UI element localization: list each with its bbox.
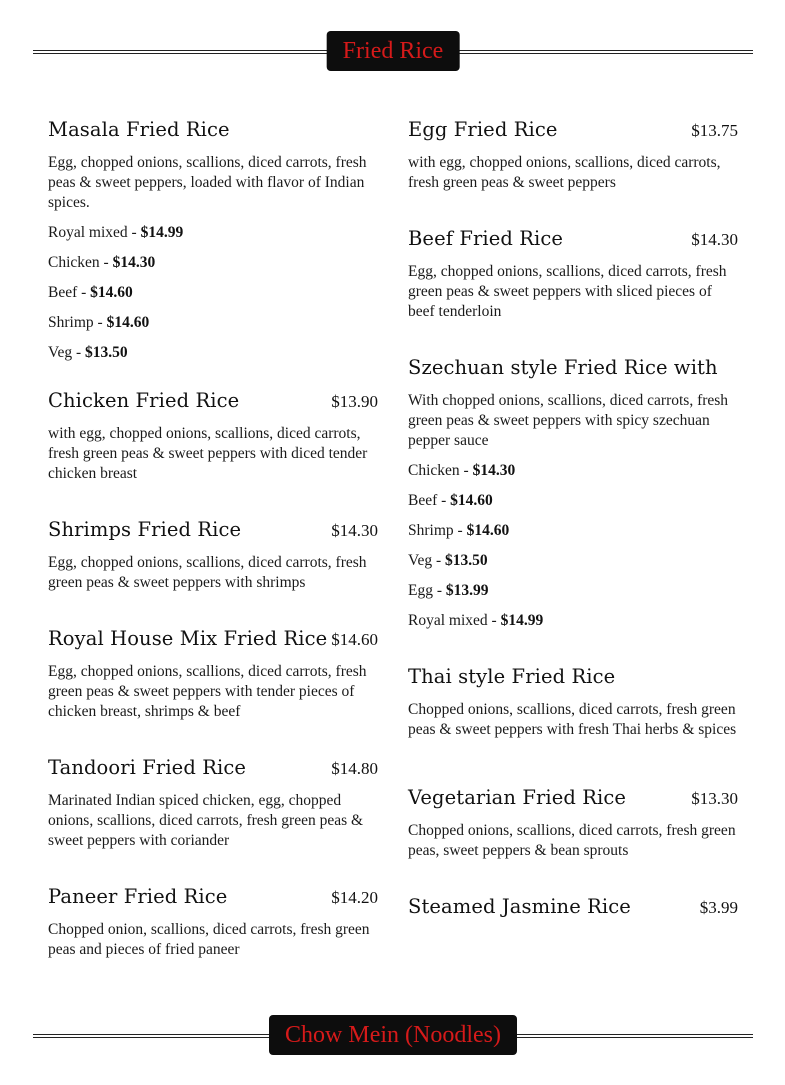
menu-item <box>408 118 738 193</box>
section-header-bottom <box>33 1015 753 1057</box>
menu-item-description: Egg, chopped onions, scallions, diced carrots, fresh green peas & sweet peppers with shrimps <box>48 554 367 591</box>
option-row <box>48 343 378 363</box>
option-label: Shrimp - <box>48 314 107 331</box>
menu-item-header <box>408 665 738 688</box>
option-price: $14.60 <box>450 492 493 509</box>
menu-item-description: with egg, chopped onions, scallions, diced carrots, fresh green peas & sweet peppers with diced tender chicken breast <box>48 425 368 482</box>
option-label: Veg - <box>408 552 446 569</box>
menu-item-price: $13.75 <box>691 121 738 140</box>
option-price: $13.50 <box>445 552 488 569</box>
menu-item <box>408 665 738 740</box>
menu-item-price: $14.80 <box>331 759 378 778</box>
menu-item-name: Egg Fried Rice <box>408 118 558 141</box>
menu-item-header <box>48 885 378 908</box>
menu-item-price: $13.30 <box>691 789 738 808</box>
option-row <box>48 313 378 333</box>
menu-item-price: $3.99 <box>699 898 738 917</box>
section-title-chow-mein: Chow Mein (Noodles) <box>269 1015 517 1055</box>
option-price: $14.99 <box>140 224 184 241</box>
menu-item <box>408 786 738 861</box>
menu-item-description: Egg, chopped onions, scallions, diced carrots, fresh green peas & sweet peppers with tender pieces of chicken breast, shrimps & beef <box>48 663 367 720</box>
menu-item-name: Masala Fried Rice <box>48 118 230 141</box>
menu-item-price: $14.30 <box>331 521 378 540</box>
menu-item-description: with egg, chopped onions, scallions, diced carrots, fresh green peas & sweet peppers <box>408 154 721 191</box>
option-label: Beef - <box>48 284 91 301</box>
menu-item-name: Paneer Fried Rice <box>48 885 228 908</box>
option-row <box>408 521 738 541</box>
menu-item <box>48 518 378 593</box>
option-label: Veg - <box>48 344 86 361</box>
menu-item <box>48 885 378 960</box>
option-price: $14.60 <box>90 284 133 301</box>
menu-item-name: Szechuan style Fried Rice with <box>408 356 718 379</box>
option-row <box>408 461 738 481</box>
option-row <box>408 551 738 571</box>
menu-item-header <box>408 895 738 918</box>
menu-item-price: $14.20 <box>331 888 378 907</box>
option-row <box>48 283 378 303</box>
menu-item-name: Chicken Fried Rice <box>48 389 240 412</box>
menu-item <box>48 756 378 851</box>
menu-item-description: Egg, chopped onions, scallions, diced carrots, fresh peas & sweet peppers, loaded with flavor of Indian spices. <box>48 154 367 211</box>
option-price: $14.30 <box>472 462 516 479</box>
menu-item-name: Steamed Jasmine Rice <box>408 895 631 918</box>
option-label: Shrimp - <box>408 522 467 539</box>
menu-item-header <box>408 356 738 379</box>
section-header-top <box>33 31 753 73</box>
menu-item-options <box>48 223 378 363</box>
menu-item <box>408 227 738 322</box>
option-price: $14.60 <box>106 314 150 331</box>
menu-column-right <box>408 118 738 918</box>
option-label: Royal mixed - <box>408 612 501 629</box>
option-label: Beef - <box>408 492 451 509</box>
menu-item-header <box>408 786 738 809</box>
menu-item-header <box>48 756 378 779</box>
option-label: Chicken - <box>408 462 473 479</box>
option-price: $14.99 <box>500 612 544 629</box>
menu-item <box>48 389 378 484</box>
menu-item-name: Royal House Mix Fried Rice <box>48 627 328 650</box>
menu-item-description: Marinated Indian spiced chicken, egg, chopped onions, scallions, diced carrots, fresh green peas & sweet peppers with coriander <box>48 792 364 849</box>
menu-item <box>408 356 738 631</box>
menu-column-left <box>48 118 378 960</box>
menu-item-options <box>408 461 738 631</box>
menu-item <box>48 627 378 722</box>
option-label: Chicken - <box>48 254 113 271</box>
option-price: $14.60 <box>466 522 510 539</box>
menu-item-header <box>48 518 378 541</box>
menu-item-header <box>48 627 378 650</box>
menu-item-name: Beef Fried Rice <box>408 227 564 250</box>
option-price: $13.99 <box>445 582 489 599</box>
option-row <box>408 611 738 631</box>
option-row <box>408 491 738 511</box>
menu-item-price: $14.30 <box>691 230 738 249</box>
menu-item-header <box>48 118 378 141</box>
option-row <box>408 581 738 601</box>
menu-item-price: $13.90 <box>331 392 378 411</box>
option-row <box>48 253 378 273</box>
menu-item-name: Tandoori Fried Rice <box>48 756 246 779</box>
section-title-fried-rice: Fried Rice <box>327 31 460 71</box>
menu-item <box>408 895 738 918</box>
option-row <box>48 223 378 243</box>
menu-item <box>48 118 378 363</box>
option-price: $14.30 <box>112 254 156 271</box>
menu-item-description: Egg, chopped onions, scallions, diced carrots, fresh green peas & sweet peppers with sliced pieces of beef tenderloin <box>408 263 727 320</box>
option-label: Egg - <box>408 582 446 599</box>
menu-item-price: $14.60 <box>331 630 378 649</box>
menu-item-header <box>408 118 738 141</box>
menu-item-name: Vegetarian Fried Rice <box>408 786 627 809</box>
menu-item-name: Shrimps Fried Rice <box>48 518 242 541</box>
menu-item-description: Chopped onion, scallions, diced carrots, fresh green peas and pieces of fried paneer <box>48 921 370 958</box>
menu-item-header <box>408 227 738 250</box>
menu-item-description: Chopped onions, scallions, diced carrots, fresh green peas & sweet peppers with fresh Thai herbs & spices <box>408 701 737 738</box>
menu-item-description: With chopped onions, scallions, diced carrots, fresh green peas & sweet peppers with spicy szechuan pepper sauce <box>408 392 729 449</box>
option-price: $13.50 <box>85 344 128 361</box>
menu-item-header <box>48 389 378 412</box>
menu-item-description: Chopped onions, scallions, diced carrots, fresh green peas, sweet peppers & bean sprouts <box>408 822 736 859</box>
option-label: Royal mixed - <box>48 224 141 241</box>
menu-item-name: Thai style Fried Rice <box>408 665 616 688</box>
